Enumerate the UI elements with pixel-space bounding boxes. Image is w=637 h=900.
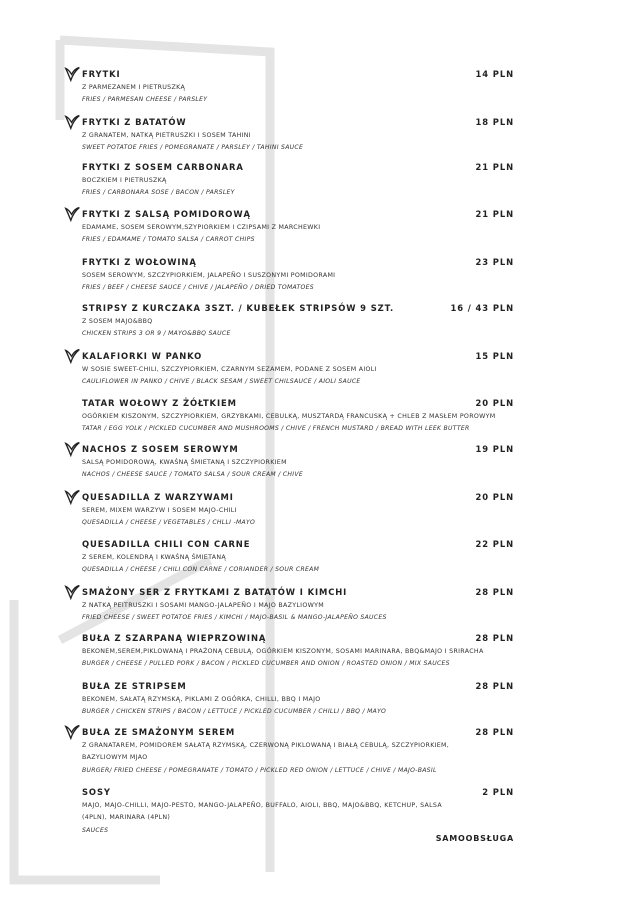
menu-item-price: 21 PLN	[475, 162, 514, 172]
menu-item-name: STRIPSY Z KURCZAKA 3SZT. / KUBEŁEK STRIPSÓW 9 SZT.	[82, 303, 395, 313]
menu-item-description: Z NATKĄ PEITRUSZKI I SOSAMI MANGO-JALAPEÑO I MAJO BAZYLIOWYM	[82, 602, 324, 609]
menu-item-description: Z GRANATEM, NATKĄ PIETRUSZKI I SOSEM TAHINI	[82, 132, 251, 139]
menu-item-header	[82, 680, 514, 694]
menu-item	[82, 161, 514, 200]
menu-item	[82, 116, 514, 155]
menu-item-english: TATAR / EGG YOLK / PICKLED CUCUMBER AND MUSHROOMS / CHIVE / FRENCH MUSTARD / BREAD WITH LEEK BUTTER	[82, 425, 470, 433]
menu-item-header	[82, 208, 514, 222]
menu-item-price: 22 PLN	[475, 539, 514, 549]
menu-item-description: OGÓRKIEM KISZONYM, SZCZYPIORKIEM, GRZYBKAMI, CEBULKĄ, MUSZTARDĄ FRANCUSKĄ + CHLEB Z MASŁEM POROWYM	[82, 413, 496, 420]
menu-item-name: FRYTKI	[82, 69, 121, 79]
menu-item-name: TATAR WOŁOWY Z ŻÓŁTKIEM	[82, 398, 237, 408]
v-leaf-icon	[64, 440, 81, 457]
menu-item-english: NACHOS / CHEESE SAUCE / TOMATO SALSA / SOUR CREAM / CHIVE	[82, 471, 303, 479]
menu-item	[82, 680, 514, 719]
menu-item-header	[82, 302, 514, 316]
menu-item-header	[82, 256, 514, 270]
menu-item-name: FRYTKI Z BATATÓW	[82, 117, 187, 127]
menu-item-english: CHICKEN STRIPS 3 OR 9 / MAYO&BBQ SAUCE	[82, 330, 231, 338]
menu-item-header	[82, 350, 514, 364]
menu-item-price: 18 PLN	[475, 117, 514, 127]
menu-item-header	[82, 491, 514, 505]
menu-item-header	[82, 116, 514, 130]
menu-item-header	[82, 786, 514, 800]
menu-item-english: BURGER / CHEESE / PULLED PORK / BACON / PICKLED CUCUMBER AND ONION / ROASTED ONION / MIX SAUCES	[82, 660, 450, 668]
menu-item-name: BUŁA ZE STRIPSEM	[82, 681, 187, 691]
menu-item-description: SALSĄ POMIDOROWĄ, KWAŚNĄ ŚMIETANĄ I SZCZYPIORKIEM	[82, 459, 287, 466]
menu-item-price: 2 PLN	[482, 787, 514, 797]
menu-item-name: SMAŻONY SER Z FRYTKAMI Z BATATÓW I KIMCHI	[82, 587, 348, 597]
menu-item-description: MAJO, MAJO-CHILLI, MAJO-PESTO, MANGO-JALAPEÑO, BUFFALO, AIOLI, BBQ, MAJO&BBQ, KETCHUP, SALSA (4PLN), MARINARA (4PLN)	[82, 802, 442, 822]
menu-item-english: QUESADILLA / CHEESE / CHILI CON CARNE / CORIANDER / SOUR CREAM	[82, 566, 320, 574]
menu-item-price: 28 PLN	[475, 587, 514, 597]
menu-item-header	[82, 68, 514, 82]
menu-item-price: 20 PLN	[475, 398, 514, 408]
menu-item-name: SOSY	[82, 787, 111, 797]
menu-item-description: Z GRANATAREM, POMIDOREM SAŁATĄ RZYMSKĄ, CZERWONĄ PIKLOWANĄ I BIAŁĄ CEBULĄ, SZCZYPIORKIEM, BAZYLIOWYM MJAO	[82, 742, 450, 762]
v-leaf-icon	[64, 723, 81, 740]
menu-item-description: SEREM, MIXEM WARZYW I SOSEM MAJO-CHILI	[82, 507, 237, 514]
menu-item-english: QUESADILLA / CHEESE / VEGETABLES / CHLLI -MAYO	[82, 519, 256, 527]
menu-item-english: FRIED CHEESE / SWEET POTATOE FRIES / KIMCHI / MAJO-BASIL & MANGO-JALAPEÑO SAUCES	[82, 614, 387, 622]
menu-item-name: QUESADILLA CHILI CON CARNE	[82, 539, 251, 549]
v-leaf-icon	[64, 205, 81, 222]
menu-item-description: EDAMAME, SOSEM SEROWYM,SZYPIORKIEM I CZIPSAMI Z MARCHEWKI	[82, 224, 321, 231]
menu-item-price: 16 / 43 PLN	[450, 303, 514, 313]
menu-item	[82, 68, 514, 107]
menu-item	[82, 208, 514, 247]
menu-item-name: QUESADILLA Z WARZYWAMI	[82, 492, 234, 502]
menu-item-price: 28 PLN	[475, 681, 514, 691]
menu-item-english: FRIES / EDAMAME / TOMATO SALSA / CARROT CHIPS	[82, 236, 255, 244]
menu-item-price: 19 PLN	[475, 444, 514, 454]
menu-item-english: FRIES / CARBONARA SOSE / BACON / PARSLEY	[82, 189, 235, 197]
menu-item-price: 21 PLN	[475, 209, 514, 219]
v-leaf-icon	[64, 583, 81, 600]
menu-item	[82, 397, 514, 436]
menu-item	[82, 726, 514, 777]
menu-item-price: 14 PLN	[475, 69, 514, 79]
menu-item-price: 28 PLN	[475, 633, 514, 643]
menu-item-name: KALAFIORKI W PANKO	[82, 351, 203, 361]
menu-item-price: 20 PLN	[475, 492, 514, 502]
menu-item-header	[82, 161, 514, 175]
menu-item	[82, 350, 514, 389]
menu-item-english: FRIES / PARMESAN CHEESE / PARSLEY	[82, 96, 208, 104]
menu-item-description: W SOSIE SWEET-CHILI, SZCZYPIORKIEM, CZARNYM SEZAMEM, PODANE Z SOSEM AIOLI	[82, 366, 377, 373]
menu-item-english: BURGER / CHICKEN STRIPS / BACON / LETTUCE / PICKLED CUCUMBER / CHILLI / BBQ / MAYO	[82, 708, 387, 716]
v-leaf-icon	[64, 65, 81, 82]
menu-item-description: Z SOSEM MAJO&BBQ	[82, 318, 153, 325]
menu-item	[82, 491, 514, 530]
menu-item	[82, 586, 514, 625]
menu-item-english: SAUCES	[82, 826, 109, 834]
menu-item	[82, 256, 514, 295]
menu-item-name: BUŁA Z SZARPANĄ WIEPRZOWINĄ	[82, 633, 267, 643]
menu-item-name: BUŁA ZE SMAŻONYM SEREM	[82, 727, 236, 737]
menu-item-name: FRYTKI Z SOSEM CARBONARA	[82, 162, 244, 172]
menu-item	[82, 786, 514, 837]
v-leaf-icon	[64, 347, 81, 364]
menu-item-english: SWEET POTATOE FRIES / POMEGRANATE / PARSLEY / TAHINI SAUCE	[82, 144, 304, 152]
menu-item	[82, 443, 514, 482]
menu-item	[82, 632, 514, 671]
menu-item-price: 23 PLN	[475, 257, 514, 267]
menu-item-description: SOSEM SEROWYM, SZCZYPIORKIEM, JALAPEÑO I SUSZONYMI POMIDORAMI	[82, 272, 336, 279]
menu-item-english: BURGER/ FRIED CHEESE / POMEGRANATE / TOMATO / PICKLED RED ONION / LETTUCE / CHIVE / MAJO-BASIL	[82, 766, 437, 774]
menu-item-description: Z PARMEZANEM I PIETRUSZKĄ	[82, 84, 186, 91]
menu-item-name: FRYTKI Z WOŁOWINĄ	[82, 257, 197, 267]
self-service-label: SAMOOBSŁUGA	[435, 834, 514, 843]
menu-item-header	[82, 443, 514, 457]
menu-item-price: 28 PLN	[475, 727, 514, 737]
v-leaf-icon	[64, 113, 81, 130]
menu-item-header	[82, 538, 514, 552]
menu-item	[82, 538, 514, 577]
menu-item-description: Z SEREM, KOLENDRĄ I KWAŚNĄ ŚMIETANĄ	[82, 554, 226, 561]
menu-item-name: FRYTKI Z SALSĄ POMIDOROWĄ	[82, 209, 251, 219]
menu-item-description: BOCZKIEM I PIETRUSZKĄ	[82, 177, 167, 184]
menu-item	[82, 302, 514, 341]
menu-item-description: BEKONEM,SEREM,PIKLOWANĄ I PRAŻONĄ CEBULĄ, OGÓRKIEM KISZONYM, SOSAMI MARINARA, BBQ&MAJO I SRIRACHA	[82, 648, 484, 655]
menu-item-header	[82, 726, 514, 740]
menu-item-description: BEKONEM, SAŁATĄ RZYMSKĄ, PIKLAMI Z OGÓRKA, CHILLI, BBQ I MAJO	[82, 696, 321, 703]
menu-item-price: 15 PLN	[475, 351, 514, 361]
v-leaf-icon	[64, 488, 81, 505]
menu-item-header	[82, 397, 514, 411]
menu-item-english: CAULIFLOWER IN PANKO / CHIVE / BLACK SESAM / SWEET CHILSAUCE / AIOLI SAUCE	[82, 378, 361, 386]
menu-item-english: FRIES / BEEF / CHEESE SAUCE / CHIVE / JALAPEÑO / DRIED TOMATOES	[82, 284, 314, 292]
menu-item-header	[82, 586, 514, 600]
menu-item-header	[82, 632, 514, 646]
menu-item-name: NACHOS Z SOSEM SEROWYM	[82, 444, 239, 454]
